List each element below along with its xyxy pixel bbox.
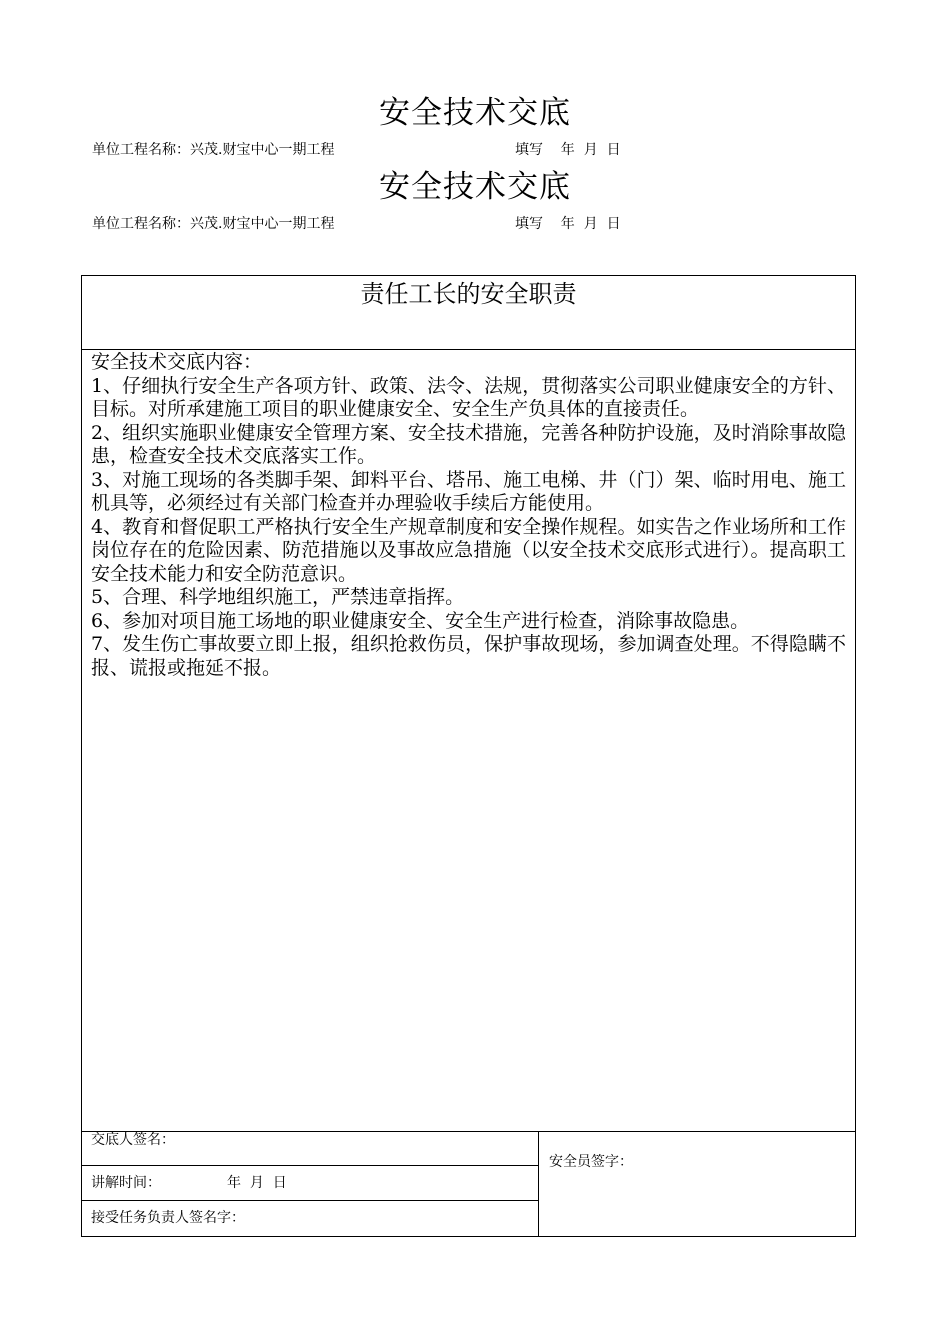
- duty-item-6: 6、参加对项目施工场地的职业健康安全、安全生产进行检查，消除事故隐患。: [91, 609, 750, 632]
- disclosure-content: [82, 350, 855, 1132]
- safety-officer-signature-cell[interactable]: [539, 1131, 855, 1236]
- receiver-signature-row[interactable]: [82, 1201, 538, 1236]
- explain-time-label: 讲解时间：: [91, 1175, 161, 1191]
- duty-item-5: 5、合理、科学地组织施工，严禁违章指挥。: [91, 586, 465, 608]
- receiver-signature-label: 接受任务负责人签名字：: [91, 1210, 245, 1226]
- duty-item-7: 7、发生伤亡事故要立即上报，组织抢救伤员，保护事故现场，参加调查处理。不得隐瞒不报、谎报或拖延不报。: [91, 633, 846, 679]
- doc-title-1: 安全技术交底: [379, 95, 571, 131]
- presenter-signature-row[interactable]: [82, 1131, 538, 1166]
- duty-item-2: 2、组织实施职业健康安全管理方案、安全技术措施，完善各种防护设施，及时消除事故隐患，检查安全技术交底落实工作。: [91, 421, 846, 467]
- disclosure-table: [81, 275, 856, 1237]
- presenter-signature-label: 交底人签名：: [91, 1132, 175, 1148]
- duty-item-1: 1、仔细执行安全生产各项方针、政策、法令、法规，贯彻落实公司职业健康安全的方针、目标。对所承建施工项目的职业健康安全、安全生产负具体的直接责任。: [91, 374, 846, 420]
- fill-date-1: 填写 年 月 日: [515, 142, 621, 158]
- content-intro: 安全技术交底内容：: [91, 351, 263, 373]
- signature-block-left: [82, 1131, 539, 1236]
- fill-date-2: 填写 年 月 日: [515, 216, 621, 232]
- doc-title-2: 安全技术交底: [379, 169, 571, 205]
- project-name-1: 单位工程名称：兴茂.财宝中心一期工程: [92, 142, 335, 158]
- table-heading: 责任工长的安全职责: [360, 280, 577, 308]
- explain-date: 年 月 日: [227, 1175, 287, 1191]
- duty-item-3: 3、对施工现场的各类脚手架、卸料平台、塔吊、施工电梯、井（门）架、临时用电、施工机具等，必须经过有关部门检查并办理验收手续后方能使用。: [91, 468, 846, 514]
- safety-officer-signature-label: 安全员签字：: [549, 1154, 633, 1170]
- duty-item-4: 4、教育和督促职工严格执行安全生产规章制度和安全操作规程。如实告之作业场所和工作岗位存在的危险因素、防范措施以及事故应急措施（以安全技术交底形式进行）。提高职工安全技术能力和安全防范意识。: [91, 515, 846, 585]
- explain-time-row[interactable]: [82, 1166, 538, 1201]
- project-name-2: 单位工程名称：兴茂.财宝中心一期工程: [92, 216, 335, 232]
- table-heading-cell: [82, 276, 855, 350]
